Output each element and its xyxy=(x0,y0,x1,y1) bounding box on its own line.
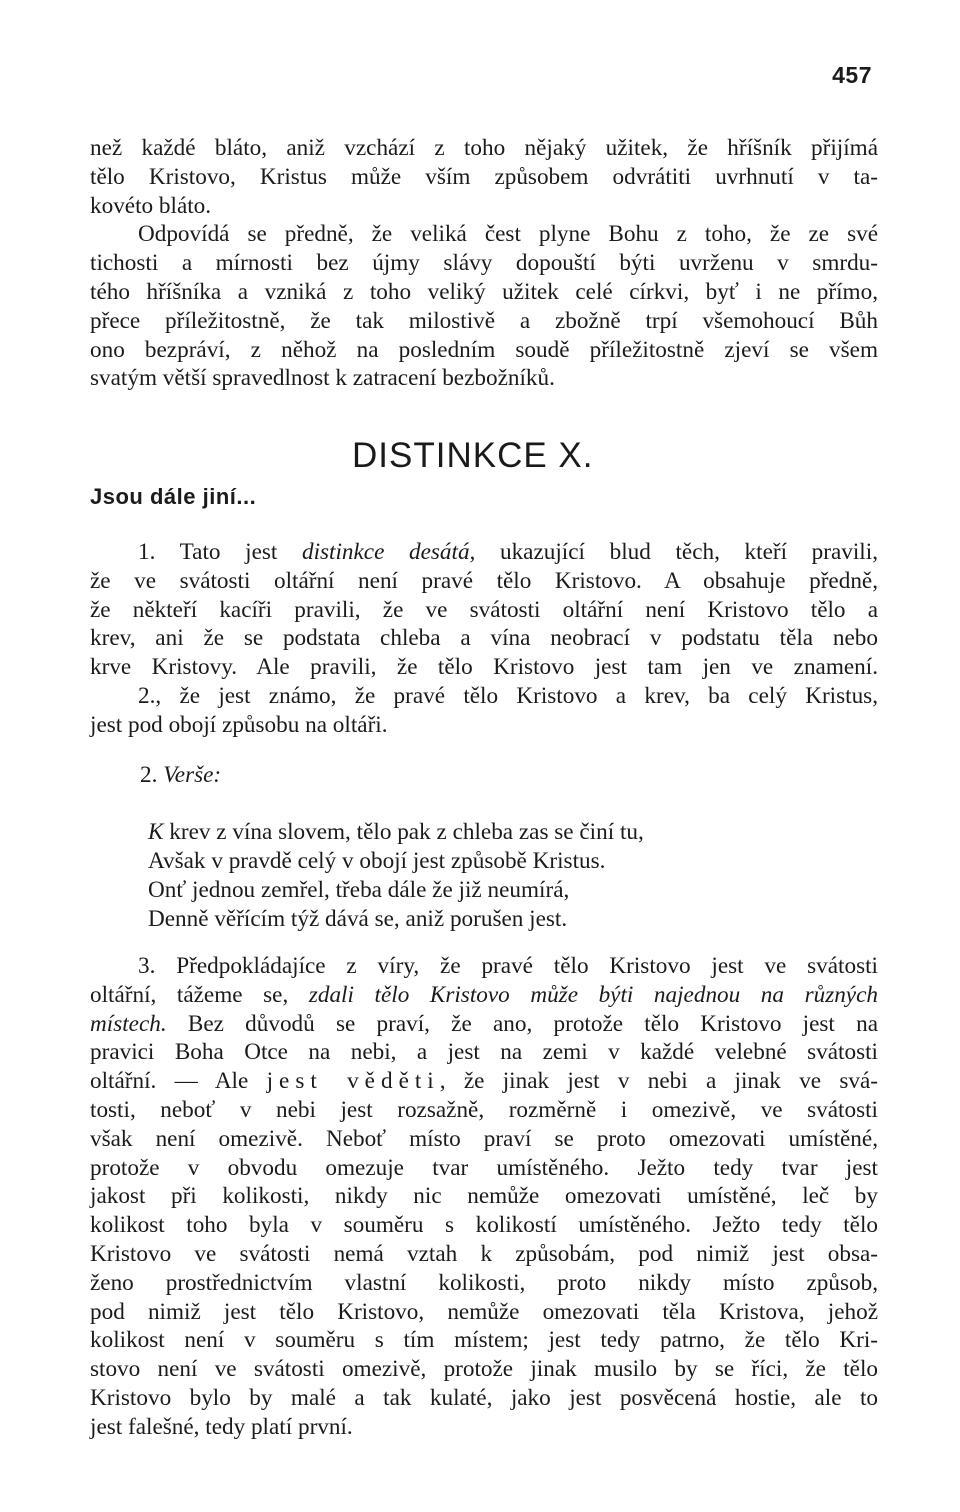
text-run: , že jinak jest v nebi a jinak ve svá- xyxy=(439,1068,878,1095)
section-3-paragraph xyxy=(90,952,878,1442)
text-line: než každé bláto, aniž vzchází z toho nějaký užitek, že hříšník přijímá xyxy=(90,135,878,161)
italic-run: místech. xyxy=(90,1010,167,1037)
chapter-heading: DISTINKCE X. xyxy=(352,436,594,475)
text-run: krev z vína slovem, tělo pak z chleba zas se činí tu, xyxy=(163,819,644,845)
italic-run: zdali tělo Kristovo může býti najednou na různých xyxy=(308,981,878,1008)
text-line: 2., že jest známo, že pravé tělo Kristovo a krev, ba celý Kristus, xyxy=(138,682,878,709)
text-line: pravici Boha Otce na nebi, a jest na zemi v každé velebné svátosti xyxy=(90,1039,878,1066)
text-line: kovéto bláto. xyxy=(90,192,212,219)
text-line xyxy=(90,1067,878,1096)
text-line: však není omezivě. Neboť místo praví se proto omezovati umístěné, xyxy=(90,1125,878,1152)
subheading-number: 2. xyxy=(140,762,164,788)
text-line: ono bezpráví, z něhož na posledním soudě příležitostně zjeví se všem xyxy=(90,336,878,363)
intro-paragraph xyxy=(90,134,878,393)
text-line: Kristovo ve svátosti nemá vztah k způsobám, pod nimiž jest obsa- xyxy=(90,1240,878,1267)
text-line: přece příležitostně, že tak milostivě a zbožně trpí všemohoucí Bůh xyxy=(90,307,878,334)
text-line: tichosti a mírnosti bez újmy slávy dopouští býti uvrženu v smrdu- xyxy=(90,250,878,277)
subheading-label: Verše: xyxy=(163,762,222,788)
text-line xyxy=(90,981,878,1010)
text-line: ženo prostřednictvím vlastní kolikosti, proto nikdy místo způsob, xyxy=(90,1269,878,1296)
text-run: oltářní. — Ale xyxy=(90,1068,267,1095)
text-line: krev, ani že se podstata chleba a vína neobrací v podstatu těla nebo xyxy=(90,625,878,652)
text-line: jakost při kolikosti, nikdy nic nemůže omezovati umístěné, leč by xyxy=(90,1183,878,1210)
text-run: oltářní, tážeme se, xyxy=(90,981,309,1008)
text-line: Kristovo bylo by malé a tak kulaté, jako jest posvěcená hostie, ale to xyxy=(90,1384,878,1411)
text-run: ukazující blud těch, kteří pravili, xyxy=(475,539,878,565)
spaced-run: jest věděti xyxy=(266,1068,440,1095)
text-line: že ve svátosti oltářní není pravé tělo Kristovo. A obsahuje předně, xyxy=(90,567,878,594)
text-line: stovo není ve svátosti omezivě, protože jinak musilo by se říci, že tělo xyxy=(90,1356,878,1383)
text-line xyxy=(90,538,878,567)
verse-block xyxy=(148,818,644,934)
text-run: Bez důvodů se praví, že ano, protože tělo Kristovo jest na xyxy=(166,1010,878,1037)
text-line: tělo Kristovo, Kristus může vším způsobem odvrátiti uvrhnutí v ta- xyxy=(90,163,878,190)
text-run: 1. Tato jest xyxy=(138,539,302,565)
italic-run: K xyxy=(148,819,164,845)
text-line: tosti, neboť v nebi jest rozsažně, rozměrně i omezivě, ve svátosti xyxy=(90,1096,878,1123)
text-line: krve Kristovy. Ale pravili, že tělo Kristovo jest tam jen ve znamení. xyxy=(90,654,878,681)
text-line: 3. Předpokládajíce z víry, že pravé tělo Kristovo jest ve svátosti xyxy=(138,953,878,979)
page-number: 457 xyxy=(832,62,872,88)
verses-subheading xyxy=(140,762,221,789)
verse-line xyxy=(148,818,644,847)
text-line: tého hříšníka a vzniká z toho veliký užitek celé církvi, byť i ne přímo, xyxy=(90,278,878,305)
verse-line: Onť jednou zemřel, třeba dále že již neumírá, xyxy=(148,877,570,903)
text-line: protože v obvodu omezuje tvar umístěného. Ježto tedy tvar jest xyxy=(90,1154,878,1181)
side-label: Jsou dále jiní... xyxy=(90,484,257,509)
text-line: Odpovídá se předně, že veliká čest plyne Bohu z toho, že ze své xyxy=(138,221,878,248)
section-1-paragraph xyxy=(90,538,878,740)
verse-line: Denně věřícím týž dává se, aniž porušen jest. xyxy=(148,906,568,932)
text-line: jest falešné, tedy platí první. xyxy=(90,1413,353,1440)
verse-line: Avšak v pravdě celý v obojí jest způsobě Kristus. xyxy=(148,848,606,874)
text-line: kolikost toho byla v souměru s kolikostí umístěného. Ježto tedy tělo xyxy=(90,1212,878,1239)
text-line xyxy=(90,1010,878,1039)
text-line: pod nimiž jest tělo Kristovo, nemůže omezovati těla Kristova, jehož xyxy=(90,1298,878,1325)
text-line: že někteří kacíři pravili, že ve svátosti oltářní není Kristovo tělo a xyxy=(90,596,878,623)
italic-run: distinkce desátá, xyxy=(301,539,476,565)
text-line: svatým větší spravedlnost k zatracení bezbožníků. xyxy=(90,365,555,392)
text-line: jest pod obojí způsobu na oltáři. xyxy=(90,711,388,738)
text-line: kolikost není v souměru s tím místem; jest tedy patrno, že tělo Kri- xyxy=(90,1327,878,1354)
